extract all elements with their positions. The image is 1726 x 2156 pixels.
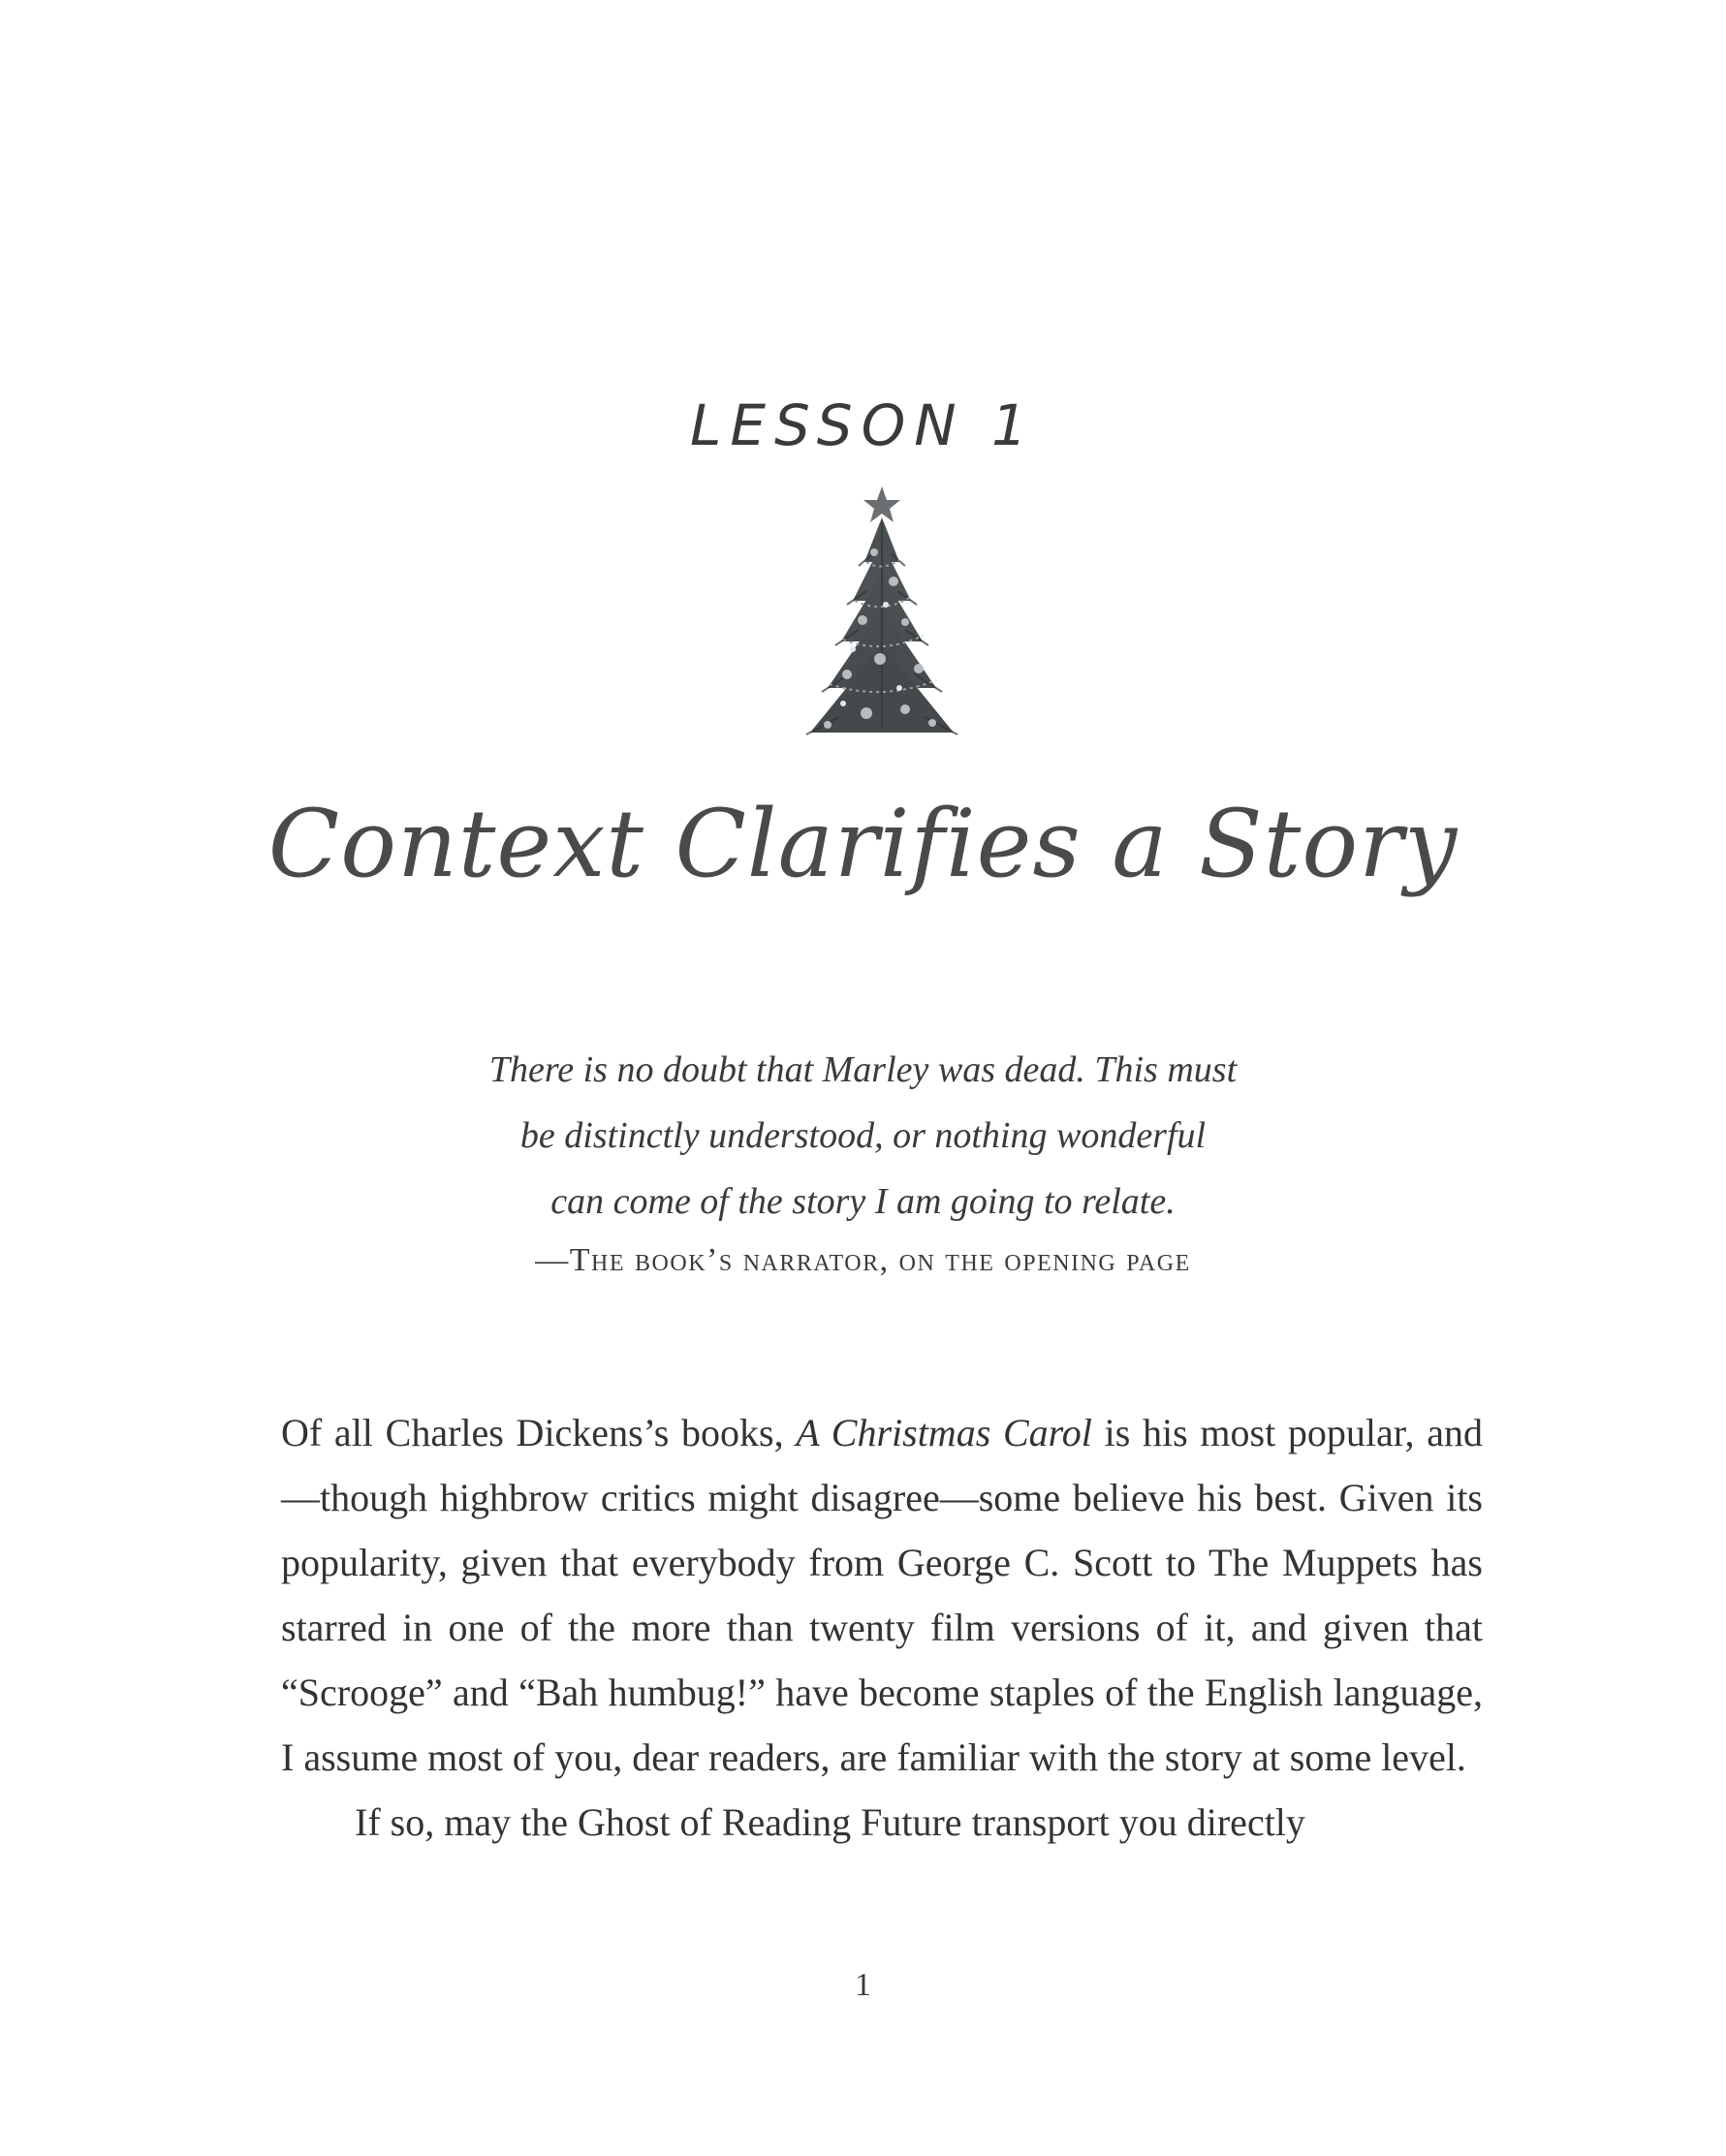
epigraph [0,1037,1726,1234]
body-paragraph: If so, may the Ghost of Reading Future transport you directly [355,1800,1305,1844]
epigraph-line: There is no doubt that Marley was dead. This must [488,1049,1238,1090]
chapter-title: Context Clarifies a Story [267,790,1459,898]
epigraph-line: can come of the story I am going to relate. [550,1181,1176,1222]
page-number: 1 [855,1967,871,2003]
body-text [281,1400,1483,1855]
body-text-run: Of all Charles Dickens’s books, [281,1411,797,1454]
book-title: A Christmas Carol [796,1411,1092,1454]
body-text-run: is his most popular, and—though highbrow critics might disagree—some believe his best. Given its popularity, given that everybody from George C. Scott to The Muppets has starred in one of the more than twenty film versions of it, and given that “Scrooge” and “Bah humbug!” have become staples of the English language, I assume most of you, dear readers, are familiar with the story at some level. [281,1411,1483,1779]
epigraph-line: be distinctly understood, or nothing wonderful [519,1115,1207,1156]
lesson-label: LESSON 1 [690,392,1036,458]
epigraph-attribution: —The book’s narrator, on the opening page [535,1242,1191,1278]
christmas-tree-icon [785,484,979,746]
body-paragraph [281,1400,1483,1790]
